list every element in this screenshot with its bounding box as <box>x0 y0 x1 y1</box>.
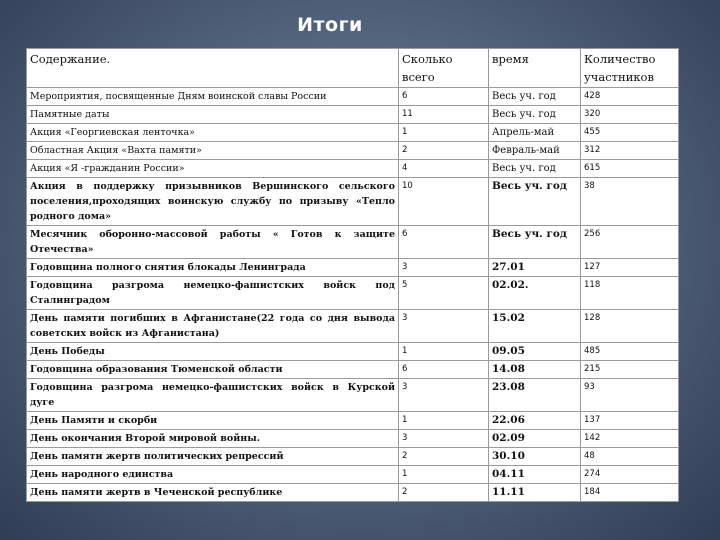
cell-time: Весь уч. год <box>489 106 581 124</box>
cell-time: Весь уч. год <box>489 226 581 259</box>
table-row <box>27 430 679 448</box>
cell-event: День памяти жертв в Чеченской республике <box>27 484 399 502</box>
cell-event: День Победы <box>27 343 399 361</box>
cell-event: Акция «Георгиевская ленточка» <box>27 124 399 142</box>
cell-participants: 127 <box>581 259 679 277</box>
cell-time: 04.11 <box>489 466 581 484</box>
cell-participants: 485 <box>581 343 679 361</box>
cell-count: 2 <box>399 448 489 466</box>
table-header-row <box>27 49 679 88</box>
header-participants: Количество участников <box>581 49 679 88</box>
cell-time: 23.08 <box>489 379 581 412</box>
cell-count: 2 <box>399 142 489 160</box>
cell-event: Годовщина полного снятия блокады Ленинграда <box>27 259 399 277</box>
cell-event: Областная Акция «Вахта памяти» <box>27 142 399 160</box>
table-row <box>27 88 679 106</box>
cell-time: Весь уч. год <box>489 88 581 106</box>
table-row <box>27 466 679 484</box>
cell-event: День окончания Второй мировой войны. <box>27 430 399 448</box>
table-row <box>27 124 679 142</box>
cell-event: Годовщина разгрома немецко-фашистских войск в Курской дуге <box>27 379 399 412</box>
cell-participants: 615 <box>581 160 679 178</box>
cell-time: 30.10 <box>489 448 581 466</box>
header-count: Сколько всего <box>399 49 489 88</box>
cell-event: Мероприятия, посвященные Дням воинской славы России <box>27 88 399 106</box>
table-row <box>27 361 679 379</box>
cell-event: Годовщина образования Тюменской области <box>27 361 399 379</box>
cell-time: 22.06 <box>489 412 581 430</box>
cell-count: 1 <box>399 343 489 361</box>
cell-event: Памятные даты <box>27 106 399 124</box>
cell-count: 6 <box>399 361 489 379</box>
cell-participants: 38 <box>581 178 679 226</box>
table-row <box>27 160 679 178</box>
cell-count: 10 <box>399 178 489 226</box>
cell-event: Акция «Я -гражданин России» <box>27 160 399 178</box>
cell-count: 2 <box>399 484 489 502</box>
cell-time: 02.09 <box>489 430 581 448</box>
table-row <box>27 412 679 430</box>
cell-time: 02.02. <box>489 277 581 310</box>
cell-participants: 455 <box>581 124 679 142</box>
cell-participants: 312 <box>581 142 679 160</box>
cell-event: Месячник оборонно-массовой работы « Готов к защите Отечества» <box>27 226 399 259</box>
results-table <box>26 48 679 502</box>
cell-event: День памяти погибших в Афганистане(22 года со дня вывода советских войск из Афганистана) <box>27 310 399 343</box>
cell-participants: 128 <box>581 310 679 343</box>
cell-count: 1 <box>399 466 489 484</box>
header-event: Содержание. <box>27 49 399 88</box>
cell-time: Апрель-май <box>489 124 581 142</box>
cell-participants: 137 <box>581 412 679 430</box>
cell-time: 09.05 <box>489 343 581 361</box>
cell-participants: 320 <box>581 106 679 124</box>
table-row <box>27 226 679 259</box>
table-row <box>27 310 679 343</box>
cell-time: 11.11 <box>489 484 581 502</box>
cell-event: День народного единства <box>27 466 399 484</box>
table-row <box>27 448 679 466</box>
cell-count: 4 <box>399 160 489 178</box>
cell-time: Весь уч. год <box>489 160 581 178</box>
cell-time: 14.08 <box>489 361 581 379</box>
cell-count: 6 <box>399 226 489 259</box>
cell-count: 1 <box>399 124 489 142</box>
cell-participants: 184 <box>581 484 679 502</box>
cell-participants: 256 <box>581 226 679 259</box>
cell-count: 5 <box>399 277 489 310</box>
cell-event: Годовщина разгрома немецко-фашистских войск под Сталинградом <box>27 277 399 310</box>
cell-count: 3 <box>399 259 489 277</box>
cell-participants: 428 <box>581 88 679 106</box>
cell-count: 3 <box>399 430 489 448</box>
cell-time: Февраль-май <box>489 142 581 160</box>
cell-event: День Памяти и скорби <box>27 412 399 430</box>
header-time: время <box>489 49 581 88</box>
cell-participants: 118 <box>581 277 679 310</box>
cell-count: 3 <box>399 379 489 412</box>
cell-time: Весь уч. год <box>489 178 581 226</box>
table-row <box>27 277 679 310</box>
cell-count: 3 <box>399 310 489 343</box>
slide-title: Итоги <box>297 14 363 36</box>
cell-participants: 48 <box>581 448 679 466</box>
cell-event: Акция в поддержку призывников Вершинского сельского поселения,проходящих воинскую службу по призыву «Тепло родного дома» <box>27 178 399 226</box>
table-row <box>27 379 679 412</box>
table-row <box>27 106 679 124</box>
table-row <box>27 142 679 160</box>
cell-participants: 142 <box>581 430 679 448</box>
cell-participants: 274 <box>581 466 679 484</box>
cell-count: 1 <box>399 412 489 430</box>
table-row <box>27 259 679 277</box>
cell-count: 11 <box>399 106 489 124</box>
cell-count: 6 <box>399 88 489 106</box>
cell-time: 27.01 <box>489 259 581 277</box>
cell-participants: 215 <box>581 361 679 379</box>
table-row <box>27 484 679 502</box>
cell-time: 15.02 <box>489 310 581 343</box>
cell-participants: 93 <box>581 379 679 412</box>
cell-event: День памяти жертв политических репрессий <box>27 448 399 466</box>
table-row <box>27 343 679 361</box>
table-row <box>27 178 679 226</box>
